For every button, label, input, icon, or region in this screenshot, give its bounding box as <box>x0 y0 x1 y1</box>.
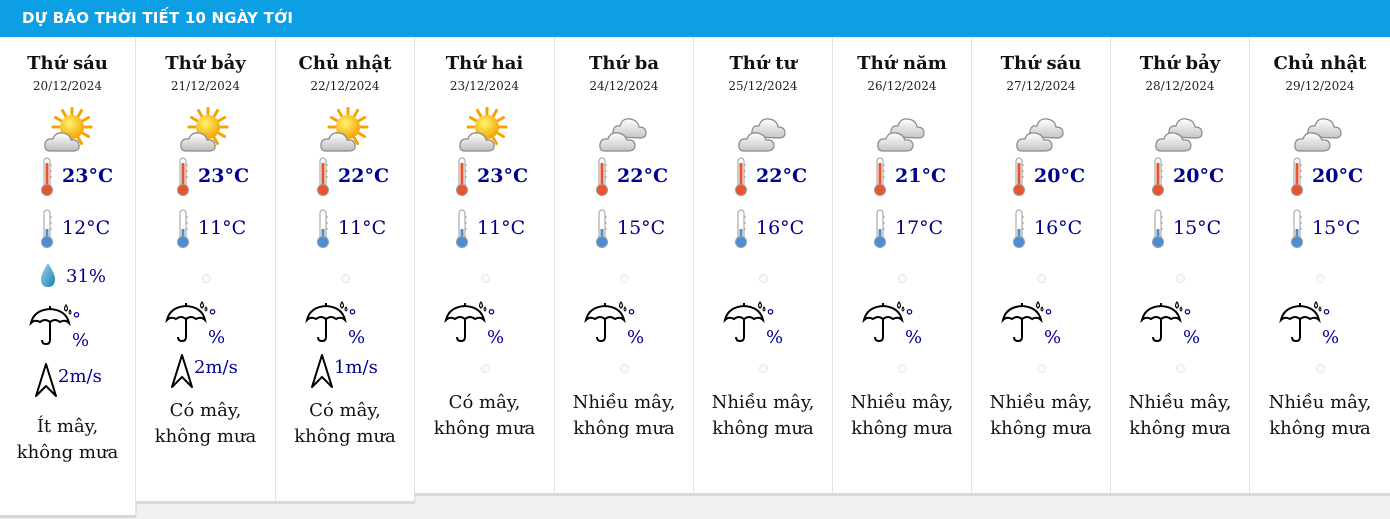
weather-description <box>415 390 554 442</box>
description-line-1: Nhiều mây, <box>850 392 954 413</box>
high-temp: 23°C <box>62 165 114 187</box>
rain-chance-value: °% <box>1322 306 1340 348</box>
thermometer-hot-icon <box>734 157 748 197</box>
high-temp-row <box>555 157 693 197</box>
rain-chance-value: °% <box>627 306 645 348</box>
description-line-2: không mưa <box>16 442 119 463</box>
forecast-grid <box>0 37 1390 519</box>
placeholder-dot <box>1316 274 1325 283</box>
description-line-2: không mưa <box>433 418 536 439</box>
high-temp: 22°C <box>338 165 390 187</box>
thermometer-cold-icon <box>595 209 609 249</box>
description-line-1: Ít mây, <box>36 416 99 437</box>
description-line-1: Nhiều mây, <box>711 392 815 413</box>
placeholder-dot <box>341 274 350 283</box>
day-date: 22/12/2024 <box>310 79 380 93</box>
water-drop-icon <box>38 262 58 288</box>
day-column <box>1111 37 1250 493</box>
high-temp-row <box>276 157 414 197</box>
cloudy-icon <box>597 107 651 161</box>
low-temp: 16°C <box>756 217 805 239</box>
day-name: Thứ sáu <box>27 53 108 74</box>
thermometer-cold-icon <box>455 209 469 249</box>
description-line-1: Nhiều mây, <box>1128 392 1232 413</box>
day-column <box>694 37 833 493</box>
day-column <box>972 37 1111 493</box>
description-line-2: không mưa <box>851 418 953 439</box>
high-temp: 21°C <box>895 165 947 187</box>
forecast-title: DỰ BÁO THỜI TIẾT 10 NGÀY TỚI <box>22 9 294 27</box>
low-temp: 15°C <box>1312 217 1361 239</box>
thermometer-hot-icon <box>40 157 54 197</box>
day-date: 24/12/2024 <box>589 79 659 93</box>
sun-cloud-icon <box>318 107 372 161</box>
low-temp: 11°C <box>198 217 247 239</box>
day-date: 20/12/2024 <box>32 79 103 93</box>
placeholder-dot <box>481 364 490 373</box>
rain-chance-value: °% <box>348 306 366 348</box>
thermometer-hot-icon <box>1012 157 1026 197</box>
day-name: Thứ bảy <box>165 53 246 74</box>
description-line-2: không mưa <box>1129 418 1231 439</box>
low-temp-row <box>555 209 693 249</box>
placeholder-dot <box>759 274 768 283</box>
low-temp-row <box>833 209 971 249</box>
placeholder-dot <box>898 364 907 373</box>
day-date: 21/12/2024 <box>170 79 241 93</box>
low-temp: 17°C <box>895 217 944 239</box>
placeholder-dot <box>1176 364 1185 373</box>
thermometer-cold-icon <box>1012 209 1026 249</box>
day-name: Thứ sáu <box>1000 53 1082 74</box>
high-temp-row <box>136 157 275 197</box>
wind-speed: 2m/s <box>194 357 238 378</box>
high-temp-row <box>833 157 971 197</box>
humidity-value: 31% <box>66 266 107 287</box>
thermometer-cold-icon <box>176 209 190 249</box>
low-temp-row <box>694 209 832 249</box>
thermometer-hot-icon <box>455 157 469 197</box>
high-temp-row <box>0 157 135 197</box>
sun-cloud-icon <box>178 107 232 161</box>
wind-speed: 2m/s <box>58 366 102 387</box>
placeholder-dot <box>620 364 629 373</box>
day-column <box>833 37 972 493</box>
day-date: 26/12/2024 <box>867 79 937 93</box>
day-date: 27/12/2024 <box>1006 79 1076 93</box>
cloudy-icon <box>736 107 790 161</box>
day-name: Thứ năm <box>857 53 947 74</box>
rain-chance-value: °% <box>766 306 784 348</box>
placeholder-dot <box>898 274 907 283</box>
high-temp: 22°C <box>756 165 808 187</box>
cloudy-icon <box>1292 107 1346 161</box>
thermometer-hot-icon <box>316 157 330 197</box>
thermometer-cold-icon <box>873 209 887 249</box>
weather-description <box>555 390 693 442</box>
rain-chance-value: °% <box>1044 306 1062 348</box>
high-temp-row <box>694 157 832 197</box>
description-line-1: Có mây, <box>309 400 381 421</box>
placeholder-dot <box>481 274 490 283</box>
weather-description <box>833 390 971 442</box>
day-name: Thứ tư <box>729 53 797 74</box>
high-temp: 22°C <box>617 165 669 187</box>
high-temp-row <box>1111 157 1249 197</box>
cloudy-icon <box>1153 107 1207 161</box>
thermometer-cold-icon <box>1290 209 1304 249</box>
description-line-1: Có mây, <box>169 400 242 421</box>
sun-cloud-icon <box>42 107 96 161</box>
low-temp-row <box>136 209 275 249</box>
cloudy-icon <box>875 107 929 161</box>
day-date: 29/12/2024 <box>1285 79 1355 93</box>
thermometer-hot-icon <box>1151 157 1165 197</box>
rain-chance-value: °% <box>72 309 90 351</box>
day-column <box>1250 37 1390 493</box>
high-temp-row <box>415 157 554 197</box>
placeholder-dot <box>1037 364 1046 373</box>
low-temp: 15°C <box>1173 217 1222 239</box>
day-name: Thứ ba <box>588 53 660 74</box>
high-temp: 20°C <box>1034 165 1086 187</box>
day-column <box>276 37 415 501</box>
placeholder-dot <box>202 274 211 283</box>
high-temp-row <box>1250 157 1390 197</box>
thermometer-hot-icon <box>595 157 609 197</box>
description-line-2: không mưa <box>294 426 396 447</box>
day-column <box>0 37 136 515</box>
description-line-1: Nhiều mây, <box>989 392 1093 413</box>
rain-chance-value: °% <box>487 306 505 348</box>
rain-chance-value: °% <box>1183 306 1201 348</box>
weather-description <box>972 390 1110 442</box>
low-temp: 16°C <box>1034 217 1083 239</box>
forecast-header <box>0 0 1390 37</box>
placeholder-dot <box>1176 274 1185 283</box>
description-line-2: không mưa <box>990 418 1092 439</box>
day-name: Thứ bảy <box>1139 53 1221 74</box>
low-temp-row <box>276 209 414 249</box>
weather-description <box>136 398 275 450</box>
day-column <box>555 37 694 493</box>
thermometer-hot-icon <box>1290 157 1304 197</box>
thermometer-cold-icon <box>316 209 330 249</box>
weather-description <box>0 414 135 466</box>
wind-speed: 1m/s <box>334 357 378 378</box>
weather-description <box>276 398 414 450</box>
sun-cloud-icon <box>457 107 511 161</box>
low-temp: 15°C <box>617 217 666 239</box>
placeholder-dot <box>1037 274 1046 283</box>
description-line-1: Nhiều mây, <box>1268 392 1372 413</box>
description-line-2: không mưa <box>573 418 675 439</box>
description-line-2: không mưa <box>154 426 257 447</box>
low-temp-row <box>1250 209 1390 249</box>
day-name: Chủ nhật <box>298 53 392 74</box>
high-temp-row <box>972 157 1110 197</box>
day-column <box>415 37 555 493</box>
low-temp-row <box>1111 209 1249 249</box>
day-date: 25/12/2024 <box>728 79 798 93</box>
high-temp: 20°C <box>1312 165 1364 187</box>
rain-chance-value: °% <box>905 306 923 348</box>
description-line-2: không mưa <box>712 418 814 439</box>
weather-description <box>1250 390 1390 442</box>
description-line-1: Có mây, <box>448 392 521 413</box>
placeholder-dot <box>620 274 629 283</box>
day-name: Chủ nhật <box>1273 53 1367 74</box>
low-temp-row <box>972 209 1110 249</box>
description-line-2: không mưa <box>1269 418 1371 439</box>
low-temp-row <box>415 209 554 249</box>
description-line-1: Nhiều mây, <box>572 392 676 413</box>
thermometer-hot-icon <box>176 157 190 197</box>
thermometer-cold-icon <box>40 209 54 249</box>
thermometer-cold-icon <box>1151 209 1165 249</box>
high-temp: 23°C <box>198 165 250 187</box>
thermometer-cold-icon <box>734 209 748 249</box>
low-temp: 11°C <box>477 217 526 239</box>
high-temp: 20°C <box>1173 165 1225 187</box>
weather-description <box>1111 390 1249 442</box>
rain-chance-value: °% <box>208 306 226 348</box>
placeholder-dot <box>1316 364 1325 373</box>
low-temp: 12°C <box>62 217 111 239</box>
cloudy-icon <box>1014 107 1068 161</box>
low-temp: 11°C <box>338 217 387 239</box>
day-column <box>136 37 276 501</box>
high-temp: 23°C <box>477 165 529 187</box>
day-date: 23/12/2024 <box>449 79 520 93</box>
placeholder-dot <box>759 364 768 373</box>
day-name: Thứ hai <box>445 53 524 74</box>
day-date: 28/12/2024 <box>1145 79 1215 93</box>
thermometer-hot-icon <box>873 157 887 197</box>
weather-description <box>694 390 832 442</box>
low-temp-row <box>0 209 135 249</box>
